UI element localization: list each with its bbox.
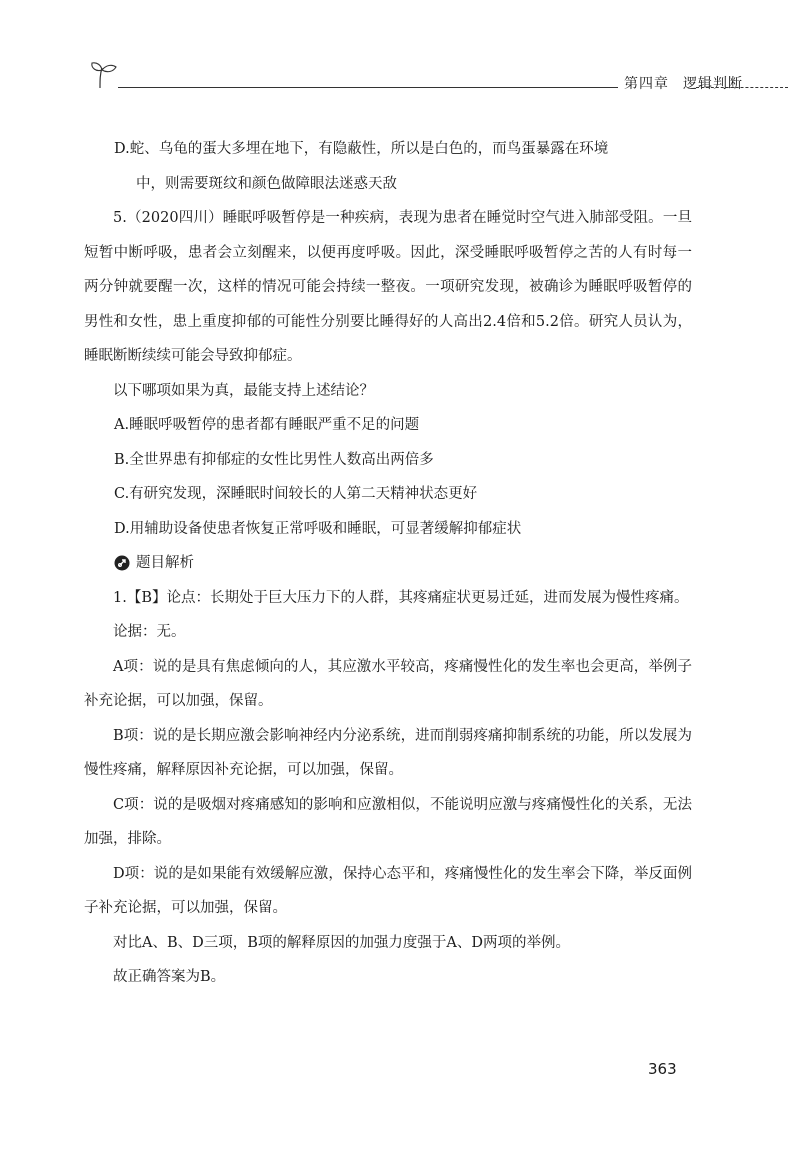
option-d-prev-cont: 中，则需要斑纹和颜色做障眼法迷惑天敌 — [136, 175, 397, 192]
header-rule — [118, 87, 618, 88]
question-5-stem: 5.（2020四川）睡眠呼吸暂停是一种疾病，表现为患者在睡觉时空气进入肺部受阻。一旦短暂中断呼吸，患者会立刻醒来，以便再度呼吸。因此，深受睡眠呼吸暂停之苦的人有时每一两分钟就要醒一次，这样的情况可能会持续一整夜。一项研究发现，被确诊为睡眠呼吸暂停的男性和女性，患上重度抑郁的可能性分别要比睡得好的人高出2.4倍和5.2倍。研究人员认为，睡眠断断续续可能会导致抑郁症。 — [84, 210, 692, 364]
section-heading — [84, 546, 692, 581]
analysis-badge-icon — [114, 555, 130, 571]
question-5-option-b: B.全世界患有抑郁症的女性比男性人数高出两倍多 — [114, 451, 434, 468]
question-5-option-d: D.用辅助设备使患者恢复正常呼吸和睡眠，可显著缓解抑郁症状 — [114, 520, 522, 537]
analysis-thesis: 1.【B】论点：长期处于巨大压力下的人群，其疼痛症状更易迁延，进而发展为慢性疼痛。 — [113, 589, 689, 606]
page-header — [88, 60, 788, 96]
analysis-option-d: D项：说的是如果能有效缓解应激，保持心态平和，疼痛慢性化的发生率会下降，举反面例子补充论据，可以加强，保留。 — [84, 865, 692, 916]
leaf-sprout-icon — [88, 60, 122, 90]
page-body — [84, 132, 692, 995]
question-5-prompt: 以下哪项如果为真，最能支持上述结论？ — [113, 382, 374, 399]
analysis-option-c: C项：说的是吸烟对疼痛感知的影响和应激相似，不能说明应激与疼痛慢性化的关系，无法加强，排除。 — [84, 796, 692, 847]
chapter-heading — [624, 73, 743, 93]
question-5-option-a: A.睡眠呼吸暂停的患者都有睡眠严重不足的问题 — [114, 417, 420, 433]
section-title: 题目解析 — [136, 555, 194, 571]
analysis-answer: 故正确答案为B。 — [113, 969, 226, 985]
question-5-option-c: C.有研究发现，深睡眠时间较长的人第二天精神状态更好 — [114, 486, 478, 502]
header-rule-right — [696, 87, 788, 88]
chapter-number: 第四章 — [624, 76, 669, 92]
analysis-option-b: B项：说的是长期应激会影响神经内分泌系统，进而削弱疼痛抑制系统的功能，所以发展为慢性疼痛，解释原因补充论据，可以加强，保留。 — [84, 727, 692, 778]
page-number: 363 — [648, 1060, 677, 1078]
analysis-comparison: 对比A、B、D三项，B项的解释原因的加强力度强于A、D两项的举例。 — [113, 934, 571, 951]
chapter-title: 逻辑判断 — [683, 76, 743, 92]
analysis-evidence: 论据：无。 — [113, 624, 186, 640]
option-d-prev: D.蛇、乌龟的蛋大多埋在地下，有隐蔽性，所以是白色的，而鸟蛋暴露在环境 — [114, 141, 609, 157]
analysis-option-a: A项：说的是具有焦虑倾向的人，其应激水平较高，疼痛慢性化的发生率也会更高，举例子补充论据，可以加强，保留。 — [84, 658, 692, 709]
